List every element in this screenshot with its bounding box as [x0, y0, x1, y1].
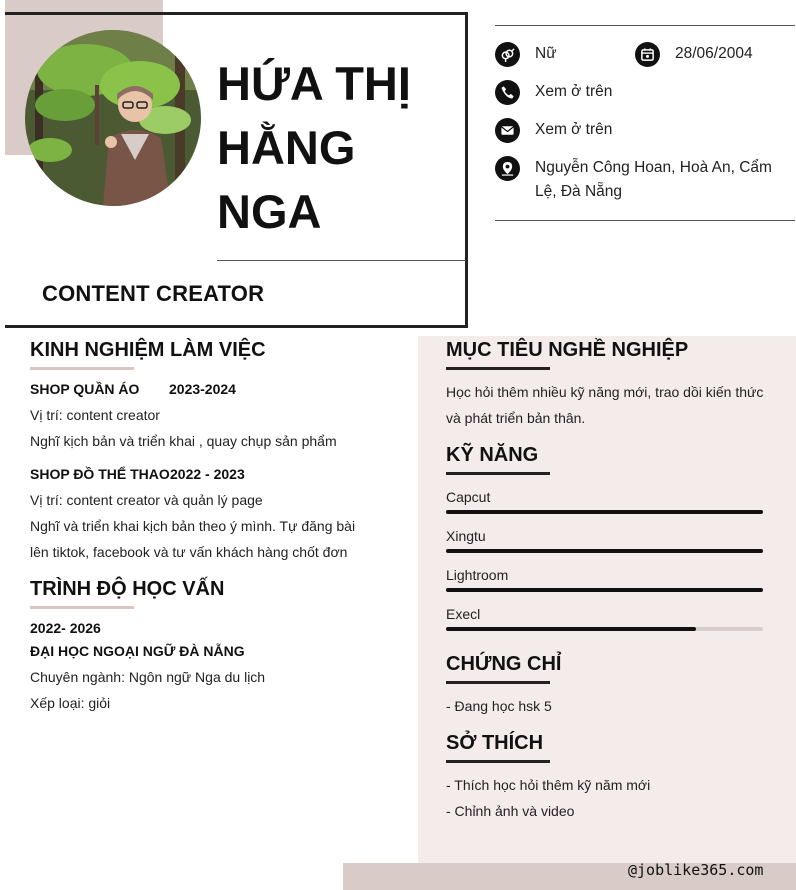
- watermark: @joblike365.com: [628, 861, 764, 879]
- name-line-3: NGA: [217, 185, 322, 238]
- job-1-company: SHOP QUẦN ÁO: [30, 381, 140, 397]
- skill-track-execl: [446, 627, 763, 631]
- mail-icon: [495, 118, 520, 143]
- education-underline: [30, 606, 134, 609]
- name-line-2: HẰNG: [217, 121, 356, 174]
- contact-divider-bottom: [495, 220, 795, 221]
- address-line-1: Nguyễn Công Hoan, Hoà An, Cẩm: [535, 159, 772, 176]
- skill-track-lightroom: [446, 588, 763, 592]
- skill-label-lightroom: Lightroom: [446, 567, 509, 583]
- job-title: CONTENT CREATOR: [42, 281, 265, 306]
- skills-title: KỸ NĂNG: [446, 444, 539, 466]
- experience-title: KINH NGHIỆM LÀM VIỆC: [30, 339, 266, 361]
- certificate-item-1: - Đang học hsk 5: [446, 698, 552, 714]
- gender-value: Nữ: [535, 45, 557, 62]
- hobby-item-2: - Chỉnh ảnh và video: [446, 803, 575, 819]
- address-value: [535, 156, 790, 204]
- hobby-item-1: - Thích học hỏi thêm kỹ năm mới: [446, 777, 651, 793]
- skill-label-execl: Execl: [446, 606, 481, 622]
- profile-photo: [25, 30, 201, 206]
- experience-underline: [30, 367, 134, 370]
- name-divider: [217, 260, 466, 261]
- education-rank: Xếp loại: giỏi: [30, 695, 111, 711]
- phone-icon: [495, 80, 520, 105]
- hobbies-title: SỞ THÍCH: [446, 732, 544, 754]
- skill-track-capcut: [446, 510, 763, 514]
- birthday-value: 28/06/2004: [675, 45, 753, 62]
- skill-track-xingtu: [446, 549, 763, 553]
- objective-title: MỤC TIÊU NGHỀ NGHIỆP: [446, 339, 689, 361]
- phone-value: Xem ở trên: [535, 83, 613, 100]
- job-2-position: Vị trí: content creator và quản lý page: [30, 492, 263, 508]
- job-2-period: 2022 - 2023: [170, 466, 245, 482]
- objective-text: [446, 379, 776, 431]
- job-1-position: Vị trí: content creator: [30, 407, 160, 423]
- location-icon: [495, 156, 520, 181]
- gender-icon: [495, 42, 520, 67]
- job-2-description-2: lên tiktok, facebook và tư vấn khách hàng chốt đơn: [30, 544, 348, 560]
- email-value: Xem ở trên: [535, 121, 613, 138]
- objective-line-2: và phát triển bản thân.: [446, 410, 586, 426]
- skill-bar-xingtu: [446, 549, 763, 553]
- skill-bar-capcut: [446, 510, 763, 514]
- skills-underline: [446, 472, 550, 475]
- job-2-description-1: Nghĩ và triển khai kịch bản theo ý mình. Tự đăng bài: [30, 518, 356, 534]
- job-1-period: 2023-2024: [169, 381, 236, 397]
- job-2-company: SHOP ĐỒ THỂ THAO: [30, 466, 170, 482]
- certificates-underline: [446, 681, 550, 684]
- education-school: ĐẠI HỌC NGOẠI NGỮ ĐÀ NẴNG: [30, 643, 245, 659]
- certificates-title: CHỨNG CHỈ: [446, 653, 562, 675]
- education-title: TRÌNH ĐỘ HỌC VẤN: [30, 578, 225, 600]
- objective-line-1: Học hỏi thêm nhiều kỹ năng mới, trao dồi kiến thức: [446, 384, 764, 400]
- name-line-1: HỨA THỊ: [217, 57, 411, 110]
- calendar-icon: [635, 42, 660, 67]
- objective-underline: [446, 367, 550, 370]
- education-period: 2022- 2026: [30, 620, 101, 636]
- hobbies-underline: [446, 760, 550, 763]
- skill-label-xingtu: Xingtu: [446, 528, 486, 544]
- skill-label-capcut: Capcut: [446, 489, 491, 505]
- address-line-2: Lệ, Đà Nẵng: [535, 183, 623, 200]
- skill-bar-lightroom: [446, 588, 763, 592]
- skill-bar-execl: [446, 627, 696, 631]
- full-name: [217, 52, 457, 244]
- contact-divider-top: [495, 25, 795, 26]
- job-1-description: Nghĩ kịch bản và triển khai , quay chụp sản phẩm: [30, 433, 337, 449]
- education-major: Chuyên ngành: Ngôn ngữ Nga du lịch: [30, 669, 266, 685]
